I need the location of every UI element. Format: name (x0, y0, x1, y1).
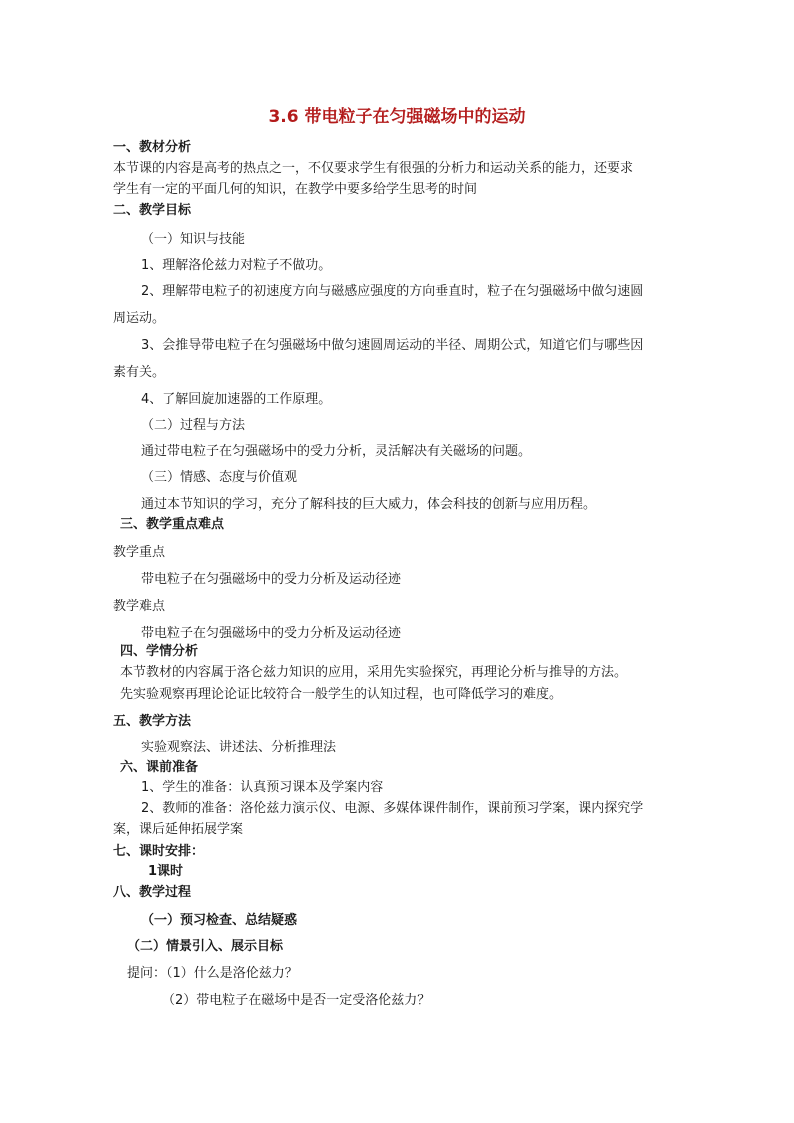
subheading-process: （二）过程与方法 (141, 418, 246, 433)
list-item-continuation: 素有关。 (113, 365, 166, 380)
paragraph-line: 先实验观察再理论论证比较符合一般学生的认知过程，也可降低学习的难度。 (120, 687, 563, 702)
paragraph-line: 实验观察法、讲述法、分析推理法 (141, 740, 337, 755)
paragraph-line: 通过带电粒子在匀强磁场中的受力分析，灵活解决有关磁场的问题。 (141, 444, 532, 459)
list-item: 2、理解带电粒子的初速度方向与磁感应强度的方向垂直时，粒子在匀强磁场中做匀速圆 (141, 284, 644, 299)
section-heading-materials: 一、教材分析 (113, 140, 192, 155)
paragraph-line: 带电粒子在匀强磁场中的受力分析及运动径迹 (141, 572, 402, 587)
paragraph-line: 1课时 (148, 864, 184, 879)
question-line: 提问：（1）什么是洛伦兹力？ (127, 966, 298, 981)
label-difficulty: 教学难点 (113, 599, 166, 614)
paragraph-line: 学生有一定的平面几何的知识，在教学中要多给学生思考的时间 (113, 182, 478, 197)
subheading-knowledge: （一）知识与技能 (141, 232, 246, 247)
label-key-point: 教学重点 (113, 545, 166, 560)
subheading-intro: （二）情景引入、展示目标 (127, 939, 284, 954)
page-title: 3.6 带电粒子在匀强磁场中的运动 (268, 107, 526, 127)
question-line: （2）带电粒子在磁场中是否一定受洛伦兹力？ (162, 993, 431, 1008)
section-heading-preparation: 六、课前准备 (120, 760, 199, 775)
list-item: 4、了解回旋加速器的工作原理。 (141, 392, 332, 407)
section-heading-methods: 五、教学方法 (113, 714, 192, 729)
paragraph-line: 带电粒子在匀强磁场中的受力分析及运动径迹 (141, 626, 402, 641)
paragraph-line: 通过本节知识的学习，充分了解科技的巨大威力，体会科技的创新与应用历程。 (141, 497, 597, 512)
list-item: 2、教师的准备：洛伦兹力演示仪、电源、多媒体课件制作，课前预习学案，课内探究学 (141, 801, 644, 816)
subheading-preview: （一）预习检查、总结疑惑 (141, 913, 298, 928)
section-heading-key-points: 三、教学重点难点 (120, 517, 225, 532)
section-heading-process: 八、教学过程 (113, 885, 192, 900)
paragraph-line: 本节课的内容是高考的热点之一，不仅要求学生有很强的分析力和运动关系的能力，还要求 (113, 161, 634, 176)
list-item: 1、理解洛伦兹力对粒子不做功。 (141, 258, 332, 273)
section-heading-goals: 二、教学目标 (113, 203, 192, 218)
section-heading-learner-analysis: 四、学情分析 (120, 644, 199, 659)
list-item: 3、会推导带电粒子在匀强磁场中做匀速圆周运动的半径、周期公式，知道它们与哪些因 (141, 338, 644, 353)
paragraph-line: 本节教材的内容属于洛仑兹力知识的应用，采用先实验探究，再理论分析与推导的方法。 (120, 665, 628, 680)
section-heading-schedule: 七、课时安排： (113, 844, 205, 859)
list-item: 1、学生的准备：认真预习课本及学案内容 (141, 780, 384, 795)
list-item-continuation: 周运动。 (113, 311, 166, 326)
list-item-continuation: 案，课后延伸拓展学案 (113, 822, 244, 837)
subheading-values: （三）情感、态度与价值观 (141, 470, 298, 485)
